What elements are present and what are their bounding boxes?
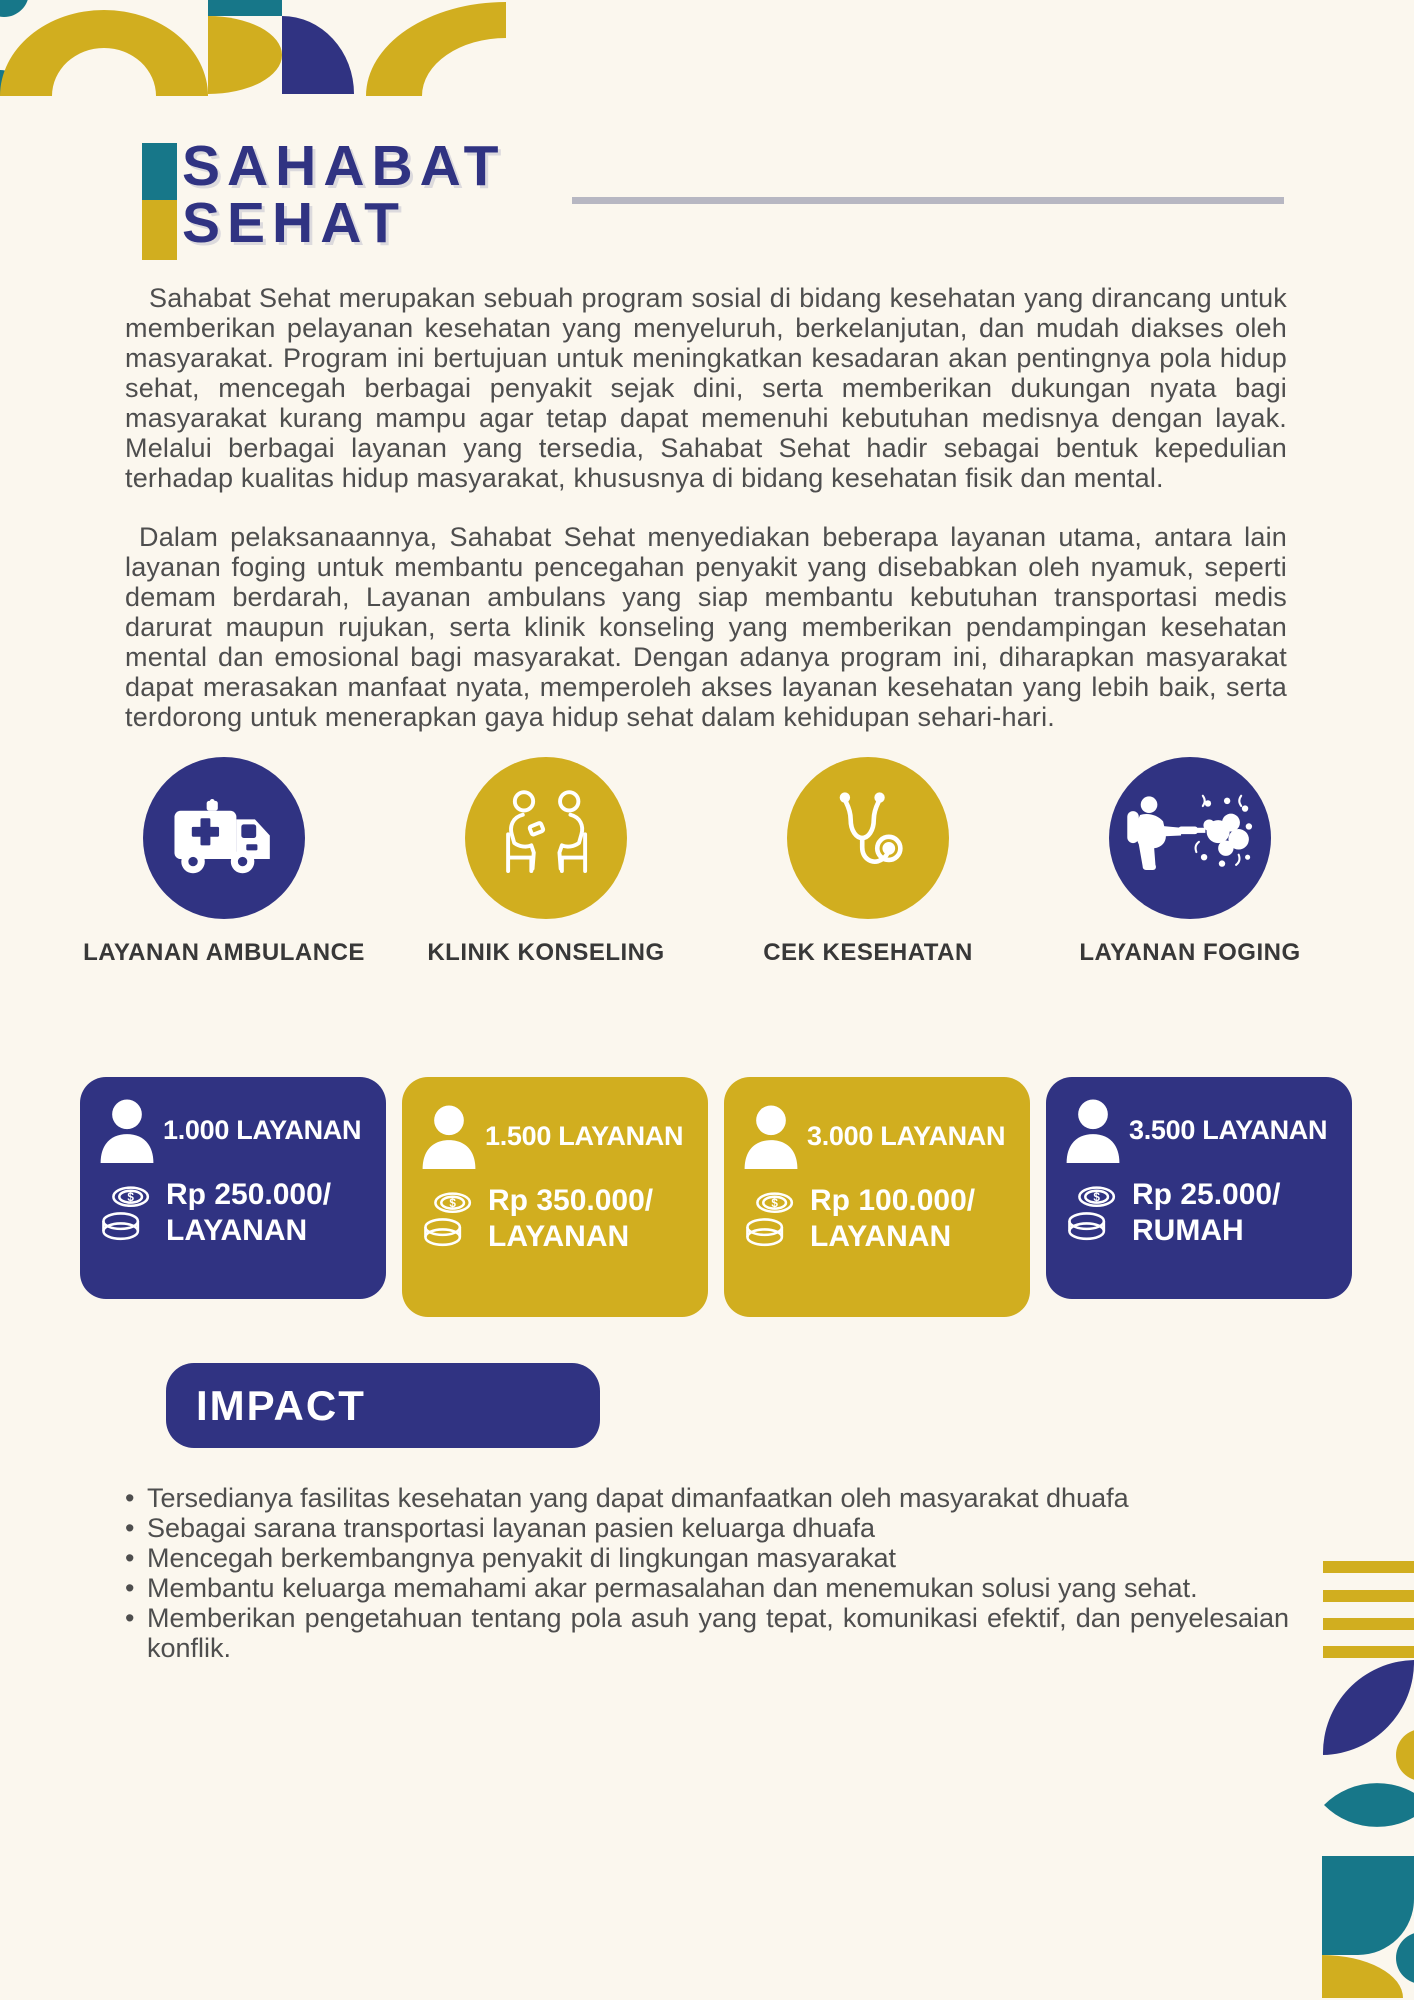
stat-card-ambulance <box>80 1077 386 1299</box>
navy-quarter <box>282 16 354 94</box>
impact-list <box>147 1483 1289 1663</box>
service-label: KLINIK KONSELING <box>427 939 665 966</box>
impact-heading-box <box>166 1363 600 1448</box>
stat-price <box>810 1183 975 1255</box>
title-underline <box>572 197 1284 204</box>
price-unit: LAYANAN <box>810 1220 952 1253</box>
yellow-half-disc <box>208 16 282 94</box>
teal-edge-circle <box>1396 1932 1414 1984</box>
svg-text:$: $ <box>771 1197 778 1211</box>
stat-price <box>1132 1177 1280 1249</box>
price-amount: Rp 250.000/ <box>166 1178 332 1211</box>
intro-paragraph-2: Dalam pelaksanaannya, Sahabat Sehat menyediakan beberapa layanan utama, antara lain layanan foging untuk membantu pencegahan penyakit yang disebabkan oleh nyamuk, seperti demam berdarah, Layanan ambulans yang siap membantu kebutuhan transportasi medis darurat maupun rujukan, serta klinik konseling yang memberikan pendampingan kesehatan mental dan emosional bagi masyarakat. Dengan adanya program ini, diharapkan masyarakat dapat merasakan manfaat nyata, memperoleh akses layanan kesehatan yang lebih baik, serta terdorong untuk menerapkan gaya hidup sehat dalam kehidupan sehari-hari. <box>125 522 1287 732</box>
service-cek-kesehatan <box>707 757 1029 967</box>
price-unit: LAYANAN <box>166 1214 308 1247</box>
yellow-swoosh <box>366 2 506 96</box>
ambulance-icon <box>172 799 276 877</box>
yellow-edge-circle <box>1396 1729 1414 1781</box>
yellow-arch <box>0 10 208 96</box>
price-unit: LAYANAN <box>488 1220 630 1253</box>
stat-card-foging <box>1046 1077 1352 1299</box>
title-accent-bar <box>142 143 177 260</box>
fogging-icon <box>1126 790 1254 886</box>
stat-price <box>488 1183 653 1255</box>
accent-yellow-block <box>142 200 177 260</box>
counseling-icon <box>491 783 601 893</box>
service-label: LAYANAN AMBULANCE <box>83 939 365 966</box>
intro-paragraph-1: Sahabat Sehat merupakan sebuah program sosial di bidang kesehatan yang dirancang untuk memberikan pelayanan kesehatan yang menyeluruh, berkelanjutan, dan mudah diakses oleh masyarakat. Program ini bertujuan untuk meningkatkan kesadaran akan pentingnya pola hidup sehat, mencegah berbagai penyakit sejak dini, serta memberikan dukungan nyata bagi masyarakat kurang mampu agar tetap dapat memenuhi kebutuhan medisnya dengan layak. Melalui berbagai layanan yang tersedia, Sahabat Sehat hadir sebagai bentuk kepedulian terhadap kualitas hidup masyarakat, khususnya di bidang kesehatan fisik dan mental. <box>125 283 1287 493</box>
person-icon <box>420 1103 478 1169</box>
service-label: CEK KESEHATAN <box>763 939 973 966</box>
teal-corner-circle <box>0 0 29 17</box>
stat-count: 3.000 LAYANAN <box>807 1120 1006 1151</box>
stethoscope-icon <box>816 786 920 890</box>
service-konseling <box>385 757 707 967</box>
intro-text <box>125 283 1287 732</box>
person-icon <box>1064 1097 1122 1163</box>
service-foging <box>1029 757 1351 967</box>
stethoscope-bubble <box>787 757 949 919</box>
stat-count: 1.500 LAYANAN <box>485 1120 684 1151</box>
svg-text:$: $ <box>1093 1191 1100 1205</box>
accent-teal-block <box>142 143 177 200</box>
impact-list-item: • Memberikan pengetahuan tentang pola asuh yang tepat, komunikasi efektif, dan penyelesaian konflik. <box>147 1603 1289 1663</box>
impact-list-item: • Membantu keluarga memahami akar permasalahan dan menemukan solusi yang sehat. <box>147 1573 1289 1603</box>
stat-card-konseling <box>402 1077 708 1317</box>
impact-list-item: • Tersedianya fasilitas kesehatan yang dapat dimanfaatkan oleh masyarakat dhuafa <box>147 1483 1289 1513</box>
price-amount: Rp 25.000/ <box>1132 1178 1281 1211</box>
teal-bar <box>208 0 282 16</box>
teal-leaf <box>1324 1783 1414 1827</box>
bottom-right-decoration <box>1314 1558 1414 2000</box>
price-amount: Rp 100.000/ <box>810 1184 976 1217</box>
person-icon <box>742 1103 800 1169</box>
title-line-2: SEHAT <box>182 191 406 255</box>
page-title <box>182 134 506 255</box>
coins-icon <box>98 1181 156 1245</box>
impact-list-item: • Mencegah berkembangnya penyakit di lingkungan masyarakat <box>147 1543 1289 1573</box>
title-line-1: SAHABAT <box>182 134 506 198</box>
stat-card-cek-kesehatan <box>724 1077 1030 1317</box>
fogging-bubble <box>1109 757 1271 919</box>
top-left-decoration <box>0 0 520 100</box>
stat-count: 3.500 LAYANAN <box>1129 1114 1328 1145</box>
impact-heading: IMPACT <box>196 1381 366 1429</box>
services-row <box>63 757 1351 967</box>
price-amount: Rp 350.000/ <box>488 1184 654 1217</box>
coins-icon <box>1064 1181 1122 1245</box>
impact-list-item: • Sebagai sarana transportasi layanan pasien keluarga dhuafa <box>147 1513 1289 1543</box>
stat-count: 1.000 LAYANAN <box>163 1114 362 1145</box>
service-label: LAYANAN FOGING <box>1079 939 1301 966</box>
counseling-bubble <box>465 757 627 919</box>
stats-row <box>80 1077 1352 1317</box>
svg-text:$: $ <box>449 1197 456 1211</box>
service-ambulance <box>63 757 385 967</box>
yellow-corner <box>1322 1955 1403 1998</box>
coins-icon <box>420 1187 478 1251</box>
svg-text:$: $ <box>127 1191 134 1205</box>
ambulance-bubble <box>143 757 305 919</box>
coins-icon <box>742 1187 800 1251</box>
yellow-stripes <box>1323 1561 1414 1658</box>
stat-price <box>166 1177 331 1249</box>
person-icon <box>98 1097 156 1163</box>
teal-block <box>1322 1856 1414 1955</box>
price-unit: RUMAH <box>1132 1214 1244 1247</box>
